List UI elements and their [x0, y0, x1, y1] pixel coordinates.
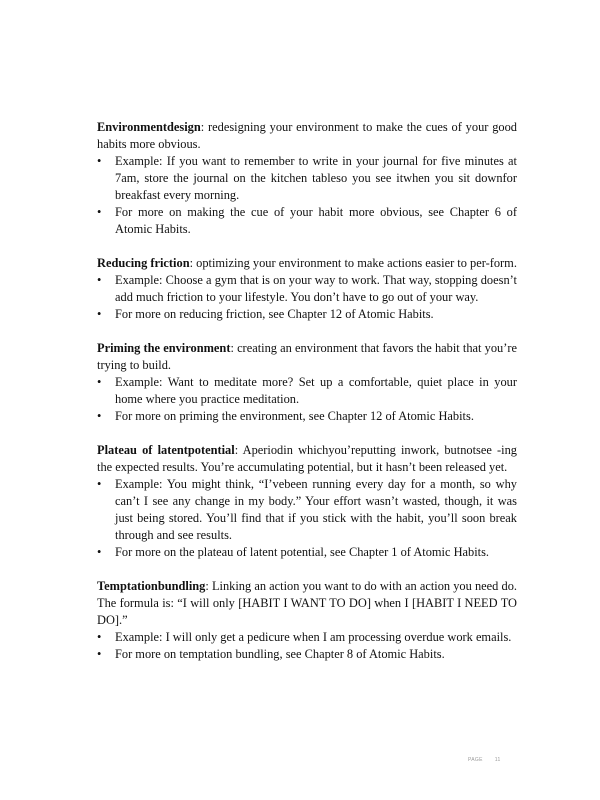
bullet-item — [97, 476, 517, 544]
entry-definition — [97, 340, 517, 374]
entry-definition — [97, 578, 517, 629]
entry-definition-text: : Aperiodin whichyou’reputting inwork, butnotsee -ing the expected results. You’re accumulating potential, but it hasn’t been released yet. — [97, 443, 517, 474]
page-label: PAGE — [468, 757, 483, 763]
bullet-item — [97, 408, 517, 425]
entry-bullets — [97, 272, 517, 323]
bullet-item — [97, 204, 517, 238]
bullet-item — [97, 629, 517, 646]
bullet-text: For more on temptation bundling, see Chapter 8 of Atomic Habits. — [115, 647, 445, 661]
bullet-icon: • — [97, 409, 102, 423]
bullet-item — [97, 646, 517, 663]
bullet-icon: • — [97, 375, 102, 389]
entry-definition-text: : optimizing your environment to make actions easier to per-form. — [189, 256, 517, 270]
bullet-text: Example: If you want to remember to write in your journal for five minutes at 7am, store the journal on the kitchen tableso you see itwhen you sit downfor breakfast every morning. — [115, 154, 517, 202]
bullet-text: For more on making the cue of your habit more obvious, see Chapter 6 of Atomic Habits. — [115, 205, 517, 236]
entry-term: Temptationbundling — [97, 579, 206, 593]
bullet-item — [97, 272, 517, 306]
bullet-icon: • — [97, 307, 102, 321]
entry-definition — [97, 442, 517, 476]
entry-term: Reducing friction — [97, 256, 190, 270]
glossary-entry-environment-design — [97, 119, 517, 238]
glossary-entry-plateau-of-latent-potential — [97, 442, 517, 561]
bullet-text: For more on reducing friction, see Chapter 12 of Atomic Habits. — [115, 307, 434, 321]
entry-definition-text: : creating an environment that favors the habit that you’re trying to build. — [97, 341, 517, 372]
bullet-icon: • — [97, 545, 102, 559]
bullet-text: Example: You might think, “I’vebeen running every day for a month, so why can’t I see any change in my body.” Your effort wasn’t wasted, though, it was just being stored. You’ll find that if you stick with the habit, you’ll soon break through and see results. — [115, 477, 517, 542]
bullet-item — [97, 306, 517, 323]
entry-bullets — [97, 374, 517, 425]
bullet-text: For more on the plateau of latent potential, see Chapter 1 of Atomic Habits. — [115, 545, 490, 559]
entry-definition-text: : Linking an action you want to do with an action you need do. The formula is: “I will only [HABIT I WANT TO DO] when I [HABIT I NEED TO DO].” — [97, 579, 517, 627]
bullet-icon: • — [97, 647, 102, 661]
page-number: 11 — [494, 757, 501, 763]
bullet-text: Example: Choose a gym that is on your way to work. That way, stopping doesn’t add much friction to your lifestyle. You don’t have to go out of your way. — [115, 273, 517, 304]
bullet-icon: • — [97, 205, 102, 219]
bullet-text: For more on priming the environment, see Chapter 12 of Atomic Habits. — [115, 409, 474, 423]
entry-bullets — [97, 629, 517, 663]
entry-definition — [97, 119, 517, 153]
bullet-text: Example: I will only get a pedicure when I am processing overdue work emails. — [115, 630, 512, 644]
entry-term: Priming the environment — [97, 341, 231, 355]
bullet-icon: • — [97, 630, 102, 644]
bullet-icon: • — [97, 477, 102, 491]
bullet-text: Example: Want to meditate more? Set up a comfortable, quiet place in your home where you practice meditation. — [115, 375, 517, 406]
bullet-item — [97, 374, 517, 408]
glossary-content — [97, 119, 517, 680]
bullet-item — [97, 544, 517, 561]
page-footer — [468, 752, 501, 769]
glossary-entry-temptation-bundling — [97, 578, 517, 663]
entry-definition-text: : redesigning your environment to make the cues of your good habits more obvious. — [97, 120, 517, 151]
entry-bullets — [97, 476, 517, 561]
bullet-icon: • — [97, 273, 102, 287]
bullet-icon: • — [97, 154, 102, 168]
glossary-entry-priming-the-environment — [97, 340, 517, 425]
entry-definition — [97, 255, 517, 272]
glossary-entry-reducing-friction — [97, 255, 517, 323]
entry-bullets — [97, 153, 517, 238]
bullet-item — [97, 153, 517, 204]
entry-term: Plateau of latentpotential — [97, 443, 235, 457]
entry-term: Environmentdesign — [97, 120, 201, 134]
